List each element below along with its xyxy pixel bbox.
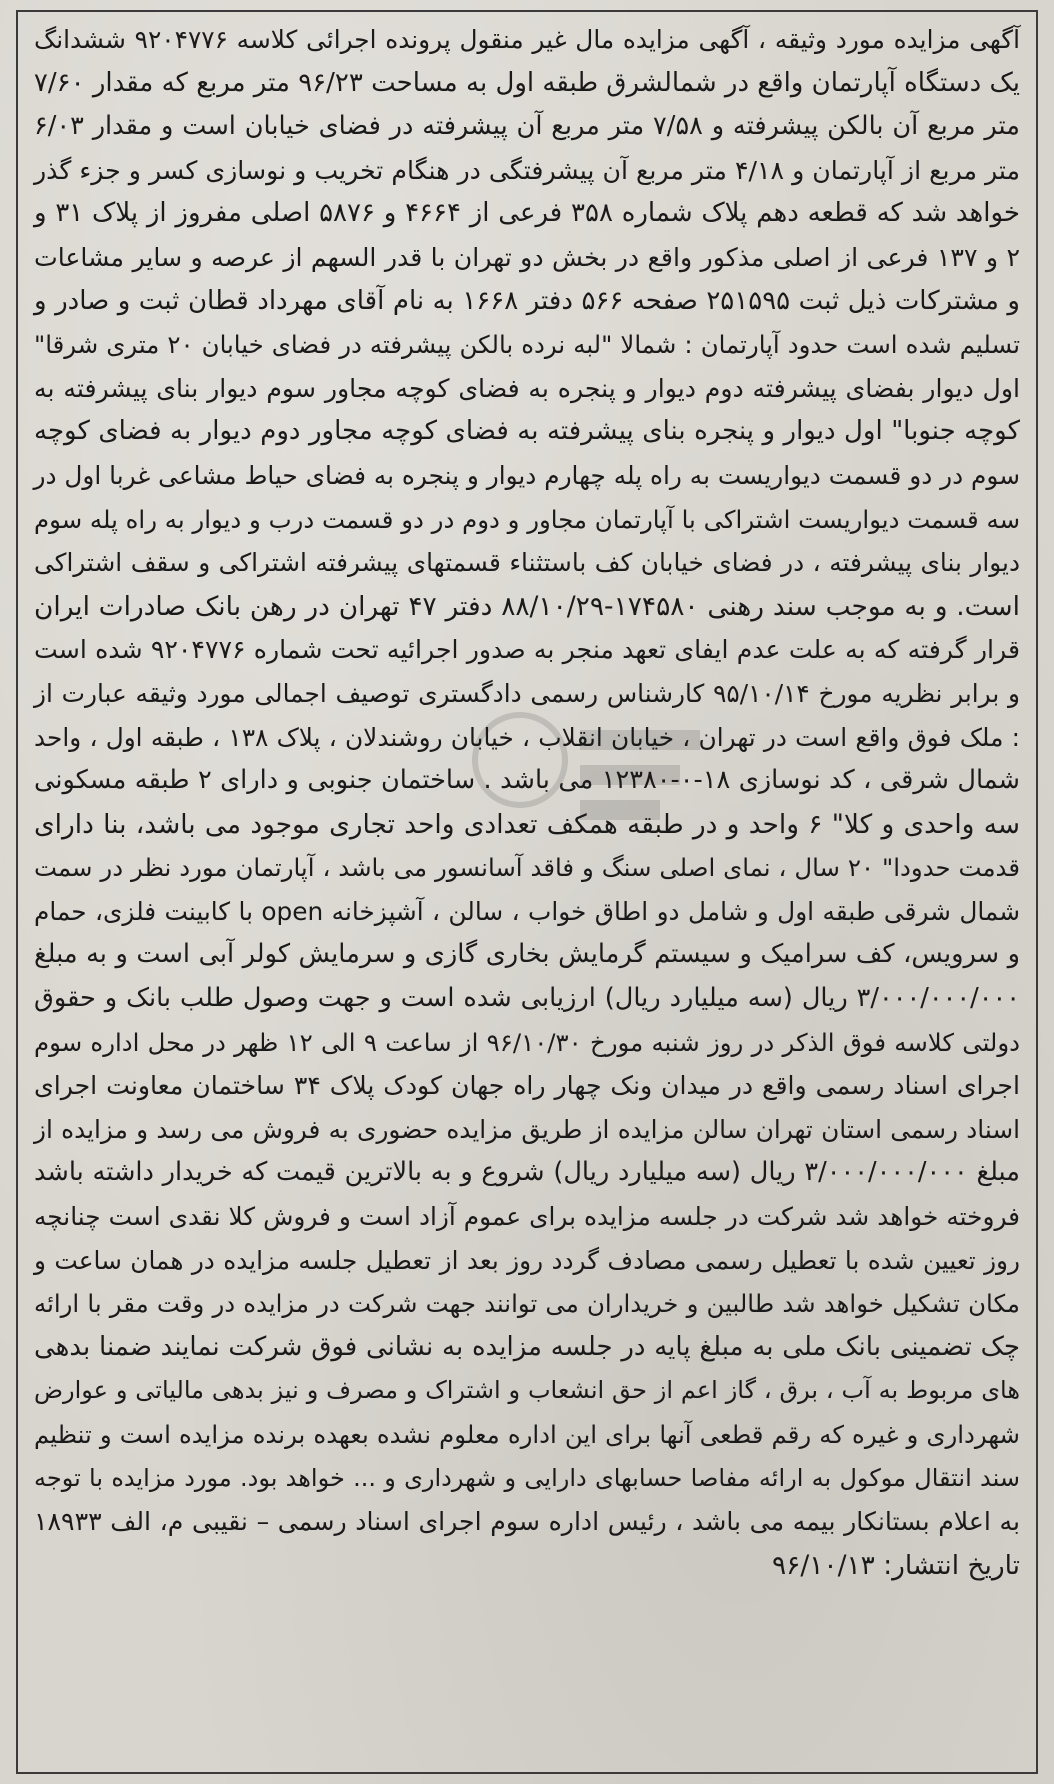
- notice-line: آگهی مزایده مورد وثیقه ، آگهی مزایده مال غیر منقول پرونده اجرائی کلاسه ۹۲۰۴۷۷۶ ششدانگ: [34, 25, 1020, 54]
- notice-line: روز تعیین شده با تعطیل رسمی مصادف گردد روز بعد از تعطیل جلسه مزایده در همان ساعت و: [34, 1245, 1020, 1275]
- notice-line: دیوار بنای پیشرفته ، در فضای خیابان کف باستثناء قسمتهای پیشرفته اشتراکی و سقف اشتراکی: [34, 548, 1020, 578]
- notice-line: ۲ و ۱۳۷ فرعی از اصلی مذکور واقع در بخش دو تهران با قدر السهم از عرصه و سایر مشاعات: [34, 242, 1020, 272]
- notice-line: های مربوط به آب ، برق ، گاز اعم از حق انشعاب و اشتراک و مصرف و نیز بدهی مالیاتی و عوارض: [34, 1376, 1020, 1405]
- notice-line: دولتی کلاسه فوق الذکر در روز شنبه مورخ ۹۶/۱۰/۳۰ از ساعت ۹ الی ۱۲ ظهر در محل اداره سوم: [34, 1027, 1021, 1057]
- notice-body: [34, 18, 1020, 1587]
- notice-line: و سرویس، کف سرامیک و سیستم گرمایش بخاری گازی و سرمایش کولر آبی است و به مبلغ: [34, 939, 1020, 970]
- notice-line: سوم در دو قسمت دیواریست به راه پله چهارم دیوار و پنجره به فضای حیاط مشاعی غربا اول در: [33, 460, 1020, 490]
- signature-line: به اعلام بستانکار بیمه می باشد ، رئیس اداره سوم اجرای اسناد رسمی – نقیبی م، الف ۱۸۹۳۳: [34, 1507, 1020, 1537]
- notice-line: ۳/۰۰۰/۰۰۰/۰۰۰ ریال (سه میلیارد ریال) ارزیابی شده است و جهت وصول طلب بانک و حقوق: [34, 983, 1020, 1014]
- notice-line: و مشترکات ذیل ثبت ۲۵۱۵۹۵ صفحه ۵۶۶ دفتر ۱۶۶۸ به نام آقای مهرداد قطان ثبت و صادر و: [34, 285, 1020, 316]
- notice-line: سه واحدی و کلا" ۶ واحد و در طبقه همکف تعدادی واحد تجاری موجود می باشد، بنا دارای: [34, 808, 1020, 840]
- publication-date: تاریخ انتشار: ۹۶/۱۰/۱۳: [772, 1549, 1020, 1581]
- notice-line: مبلغ ۳/۰۰۰/۰۰۰/۰۰۰ ریال (سه میلیارد ریال) شروع و به بالاترین قیمت که خریدار داشته باشد: [34, 1157, 1020, 1188]
- notice-line: سند انتقال موکول به ارائه مفاصا حسابهای دارایی و شهرداری و ... خواهد بود. مورد مزایده با توجه: [34, 1463, 1020, 1492]
- notice-line: تسلیم شده است حدود آپارتمان : شمالا "لبه نرده بالکن پیشرفته در فضای خیابان ۲۰ متری شرقا": [34, 330, 1020, 360]
- notice-line: فروخته خواهد شد شرکت در جلسه مزایده برای عموم آزاد است و فروش کلا نقدی است چنانچه: [34, 1202, 1020, 1232]
- notice-line: خواهد شد که قطعه دهم پلاک شماره ۳۵۸ فرعی از ۴۶۶۴ و ۵۸۷۶ اصلی مفروز از پلاک ۳۱ و: [34, 198, 1020, 229]
- notice-line: کوچه جنوبا" اول دیوار و پنجره بنای پیشرفته به فضای کوچه مجاور دوم دیوار به فضای کوچه: [34, 416, 1020, 447]
- notice-line: قدمت حدودا" ۲۰ سال ، نمای اصلی سنگ و فاقد آسانسور می باشد ، آپارتمان مورد نظر در سمت: [34, 853, 1020, 883]
- notice-line: شمال شرقی ، کد نوسازی ۱۸-۰-۱۲۳۸۰ می باشد . ساختمان جنوبی و دارای ۲ طبقه مسکونی: [34, 765, 1020, 796]
- notice-line: : ملک فوق واقع است در تهران ، خیابان انقلاب ، خیابان روشندلان ، پلاک ۱۳۸ ، طبقه اول ، واحد: [34, 722, 1020, 752]
- notice-line: یک دستگاه آپارتمان واقع در شمالشرق طبقه اول به مساحت ۹۶/۲۳ متر مربع که مقدار ۷/۶۰: [33, 67, 1020, 98]
- notice-line: سه قسمت دیواریست اشتراکی با آپارتمان مجاور و دوم در دو قسمت درب و دیوار به راه پله سوم: [34, 504, 1020, 534]
- notice-line: چک تضمینی بانک ملی به مبلغ پایه در جلسه مزایده به نشانی فوق شرکت نمایند ضمنا بدهی: [34, 1331, 1020, 1362]
- notice-line: است. و به موجب سند رهنی ۱۷۴۵۸۰-۸۸/۱۰/۲۹ دفتر ۴۷ تهران در رهن بانک صادرات ایران: [34, 590, 1021, 622]
- notice-line: اول دیوار بفضای پیشرفته دوم دیوار و پنجره به فضای کوچه مجاور سوم دیوار بنای پیشرفته به: [34, 373, 1020, 403]
- notice-line: و برابر نظریه مورخ ۹۵/۱۰/۱۴ کارشناس رسمی دادگستری توصیف اجمالی مورد وثیقه عبارت از: [34, 678, 1020, 708]
- notice-line: مکان تشکیل خواهد شد طالبین و خریداران می توانند جهت شرکت در مزایده در وقت مقر با ارائه: [34, 1289, 1020, 1319]
- notice-line: اسناد رسمی استان تهران سالن مزایده از طریق مزایده حضوری به فروش می رسد و مزایده از: [34, 1114, 1020, 1144]
- notice-line: شهرداری و غیره که رقم قطعی آنها برای این اداره معلوم نشده بعهده برنده مزایده است و تنظیم: [34, 1420, 1020, 1449]
- notice-line: متر مربع از آپارتمان و ۴/۱۸ متر مربع آن پیشرفتگی در هنگام تخریب و نوسازی کسر و جزء گذر: [34, 155, 1020, 185]
- notice-line: متر مربع آن بالکن پیشرفته و ۷/۵۸ متر مربع آن پیشرفته در فضای خیابان است و مقدار ۶/۰۳: [34, 111, 1020, 142]
- notice-line: شمال شرقی طبقه اول و شامل دو اطاق خواب ، سالن ، آشپزخانه open با کابینت فلزی، حمام: [34, 896, 1020, 926]
- notice-line: اجرای اسناد رسمی واقع در میدان ونک چهار راه جهان کودک پلاک ۳۴ ساختمان معاونت اجرای: [34, 1071, 1020, 1101]
- notice-line: قرار گرفته که به علت عدم ایفای تعهد منجر به صدور اجرائیه تحت شماره ۹۲۰۴۷۷۶ شده است: [34, 635, 1020, 665]
